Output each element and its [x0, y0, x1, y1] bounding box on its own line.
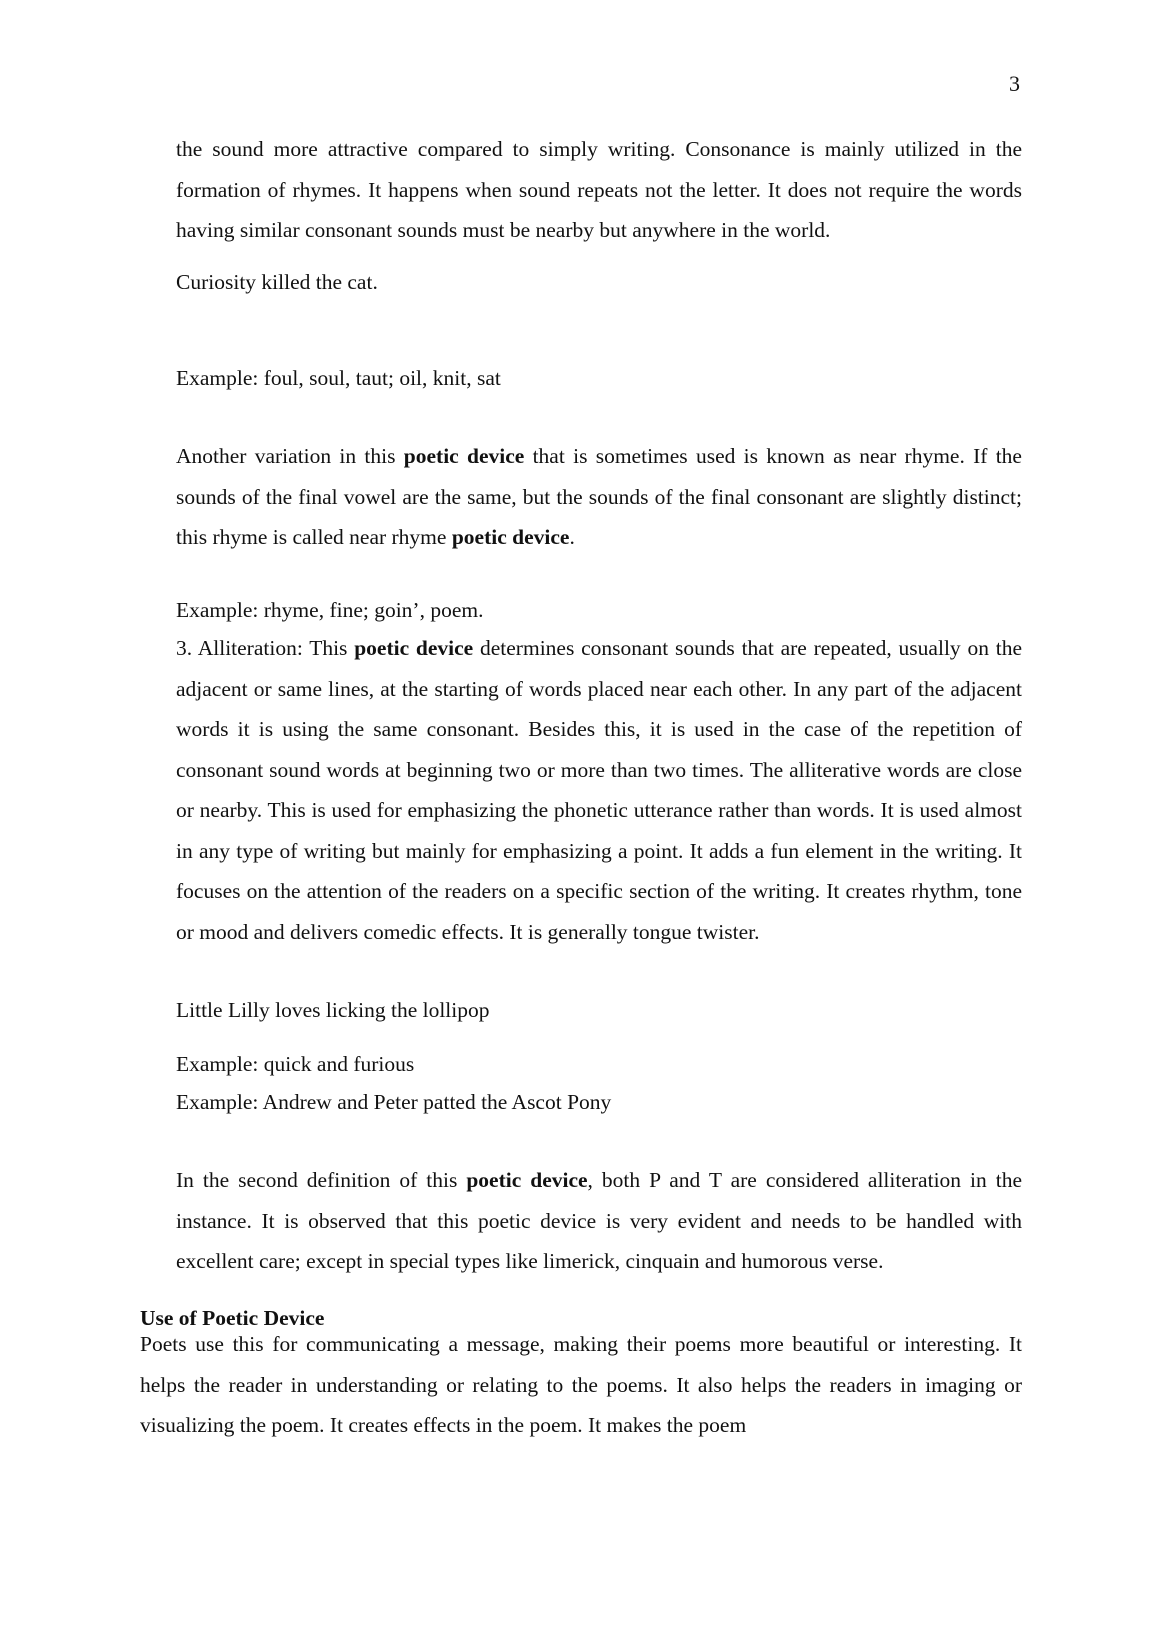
near-rhyme-paragraph [176, 436, 1022, 558]
near-rhyme-example: Example: rhyme, fine; goin’, poem. [176, 598, 484, 622]
alliteration-paragraph [176, 628, 1022, 952]
text-run: In the second definition of this [176, 1168, 467, 1192]
quick-furious-example: Example: quick and furious [176, 1052, 415, 1076]
andrew-peter-example: Example: Andrew and Peter patted the Ascot Pony [176, 1090, 612, 1114]
little-lilly-example: Little Lilly loves licking the lollipop [176, 998, 490, 1022]
text-run: 3. Alliteration: This [176, 636, 355, 660]
bold-term: poetic device [451, 525, 570, 549]
text-run: , both P and T are considered alliteration in the instance. It is observed that this poetic device is very evident and needs to be handled with excellent care; except in special types like limerick, cinquain and humorous verse. [176, 1168, 1022, 1273]
bold-term: poetic device [466, 1168, 588, 1192]
text-run: . [569, 525, 575, 549]
use-paragraph: Poets use this for communicating a message, making their poems more beautiful or interesting. It helps the reader in understanding or relating to the poems. It also helps the readers in imaging or visualizing the poem. It creates effects in the poem. It makes the poem [140, 1332, 1022, 1437]
page-number: 3 [1009, 71, 1020, 96]
consonance-example: Example: foul, soul, taut; oil, knit, sat [176, 366, 501, 390]
second-definition-paragraph [176, 1160, 1022, 1282]
curiosity-example: Curiosity killed the cat. [176, 270, 378, 294]
text-run: determines consonant sounds that are repeated, usually on the adjacent or same lines, at the starting of words placed near each other. In any part of the adjacent words it is using the same consonant. Besides this, it is used in the case of the repetition of consonant sound words at beginning two or more than two times. The alliterative words are close or nearby. This is used for emphasizing the phonetic utterance rather than words. It is used almost in any type of writing but mainly for emphasizing a point. It adds a fun element in the writing. It focuses on the attention of the readers on a specific section of the writing. It creates rhythm, tone or mood and delivers comedic effects. It is generally tongue twister. [176, 636, 1022, 944]
section-heading: Use of Poetic Device [140, 1306, 325, 1330]
text-run: Another variation in this [176, 444, 404, 468]
text-run: that is sometimes used is known as near rhyme. If the sounds of the final vowel are the same, but the sounds of the final consonant are slightly distinct; this rhyme is called near rhyme [176, 444, 1022, 549]
bold-term: poetic device [354, 636, 474, 660]
consonance-paragraph: the sound more attractive compared to simply writing. Consonance is mainly utilized in the formation of rhymes. It happens when sound repeats not the letter. It does not require the words having similar consonant sounds must be nearby but anywhere in the world. [176, 137, 1022, 242]
bold-term: poetic device [403, 444, 525, 468]
